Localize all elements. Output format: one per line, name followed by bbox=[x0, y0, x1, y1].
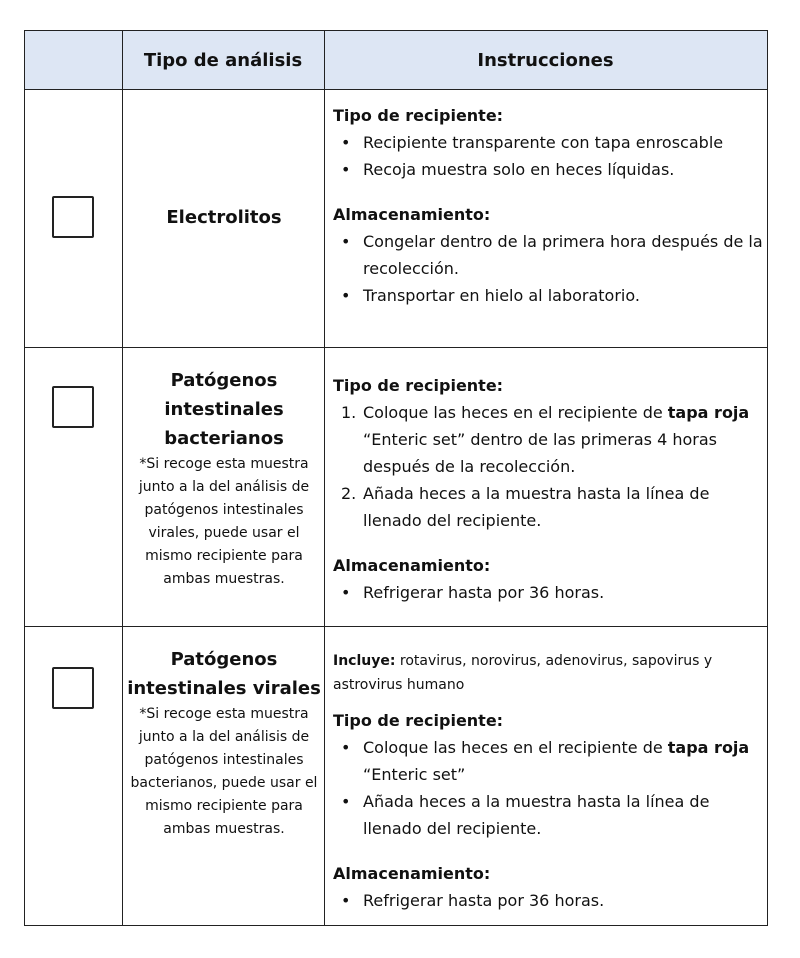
instructions-cell bbox=[333, 102, 763, 309]
analysis-title: Electrolitos bbox=[166, 207, 282, 228]
analysis-name-cell bbox=[124, 203, 324, 232]
bullet-marker: • bbox=[341, 286, 351, 305]
list-item: 2. Añada heces a la muestra hasta la línea de llenado del recipiente. bbox=[333, 480, 763, 534]
analysis-note: *Si recoge esta muestra junto a la del análisis de patógenos intestinales virales, puede usar el mismo recipiente para ambas muestras. bbox=[138, 456, 310, 587]
list-item: • Refrigerar hasta por 36 horas. bbox=[333, 887, 763, 914]
container-heading: Tipo de recipiente: bbox=[333, 106, 504, 125]
list-item: • Añada heces a la muestra hasta la línea de llenado del recipiente. bbox=[333, 788, 763, 842]
list-item: • Recoja muestra solo en heces líquidas. bbox=[333, 156, 763, 183]
table-row bbox=[25, 626, 767, 925]
number-marker: 1. bbox=[341, 403, 357, 422]
list-item: 1. Coloque las heces en el recipiente de tapa roja “Enteric set” dentro de las primeras 4 horas después de la recolección. bbox=[333, 399, 763, 480]
bullet-marker: • bbox=[341, 133, 351, 152]
list-item: • Coloque las heces en el recipiente de tapa roja “Enteric set” bbox=[333, 734, 763, 788]
container-heading: Tipo de recipiente: bbox=[333, 376, 504, 395]
container-heading: Tipo de recipiente: bbox=[333, 711, 504, 730]
checkbox-electrolitos[interactable] bbox=[52, 196, 94, 238]
list-item: • Transportar en hielo al laboratorio. bbox=[333, 282, 763, 309]
checkbox-patogenos-bacterianos[interactable] bbox=[52, 386, 94, 428]
list-item: • Refrigerar hasta por 36 horas. bbox=[333, 579, 763, 606]
table-row bbox=[25, 347, 767, 626]
bullet-marker: • bbox=[341, 160, 351, 179]
analysis-name-cell bbox=[124, 366, 324, 591]
storage-heading: Almacenamiento: bbox=[333, 556, 491, 575]
list-item: • Congelar dentro de la primera hora después de la recolección. bbox=[333, 228, 763, 282]
includes-line: Incluye: rotavirus, norovirus, adenovirus, sapovirus y astrovirus humano bbox=[333, 653, 713, 693]
header-check-column bbox=[25, 31, 122, 89]
table-row bbox=[25, 89, 767, 347]
bullet-marker: • bbox=[341, 792, 351, 811]
bullet-marker: • bbox=[341, 583, 351, 602]
analysis-name-cell bbox=[124, 645, 324, 841]
bullet-marker: • bbox=[341, 891, 351, 910]
storage-heading: Almacenamiento: bbox=[333, 864, 491, 883]
analysis-title: Patógenos intestinales virales bbox=[127, 649, 321, 699]
instructions-cell bbox=[333, 372, 763, 606]
header-type: Tipo de análisis bbox=[143, 49, 303, 71]
bullet-marker: • bbox=[341, 232, 351, 251]
list-item: • Recipiente transparente con tapa enroscable bbox=[333, 129, 763, 156]
storage-heading: Almacenamiento: bbox=[333, 205, 491, 224]
analysis-title: Patógenos intestinales bacterianos bbox=[164, 370, 284, 449]
bullet-marker: • bbox=[341, 738, 351, 757]
analysis-note: *Si recoge esta muestra junto a la del análisis de patógenos intestinales bacterianos, puede usar el mismo recipiente para ambas muestras. bbox=[130, 706, 318, 837]
header-instructions: Instrucciones bbox=[477, 49, 614, 71]
checkbox-patogenos-virales[interactable] bbox=[52, 667, 94, 709]
analysis-table bbox=[24, 30, 768, 926]
instructions-cell bbox=[333, 649, 763, 914]
number-marker: 2. bbox=[341, 484, 357, 503]
